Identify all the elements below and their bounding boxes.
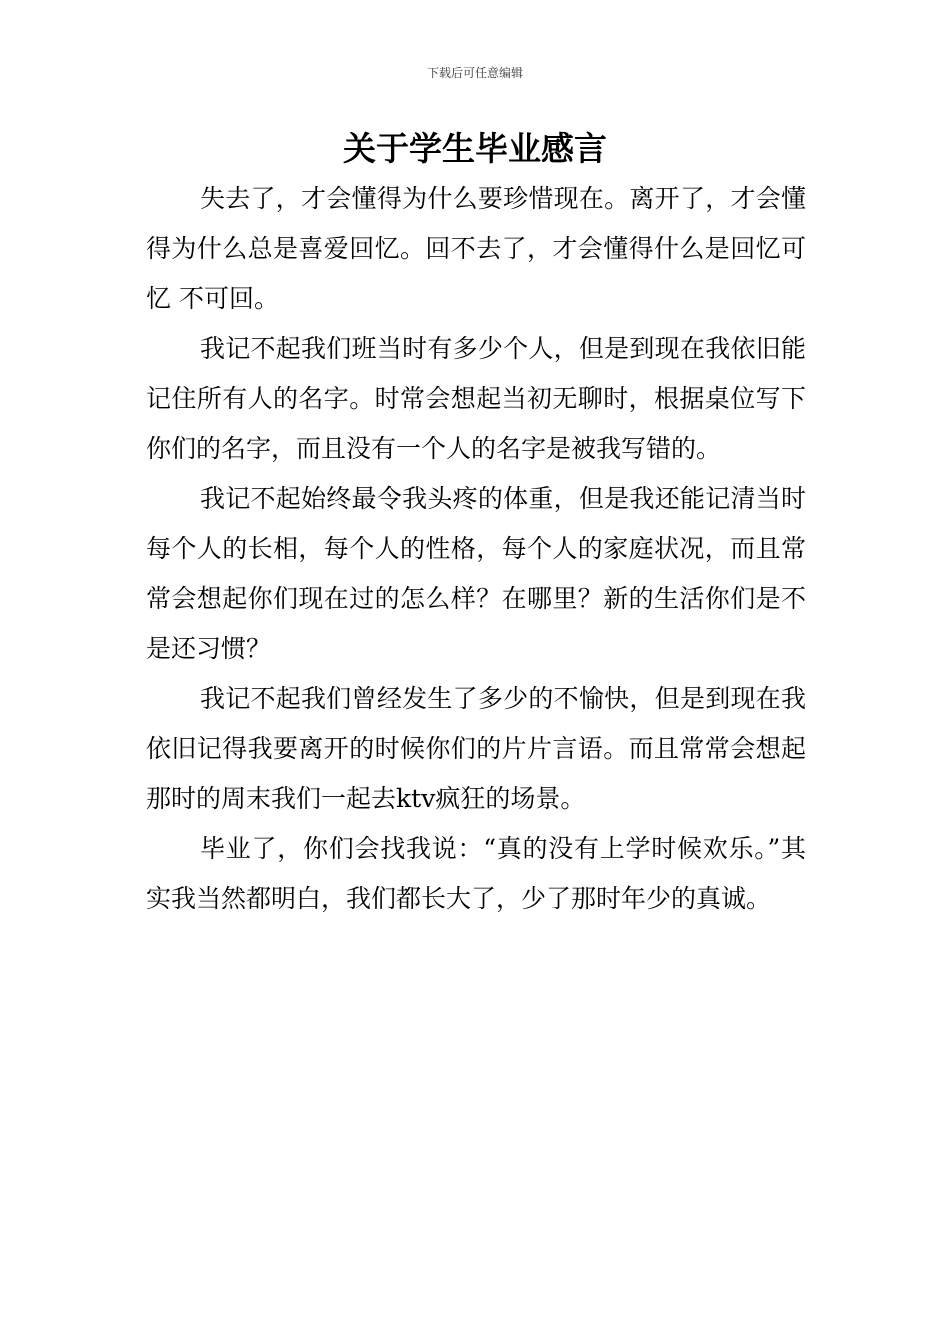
paragraph-4: 我记不起我们曾经发生了多少的不愉快，但是到现在我依旧记得我要离开的时候你们的片片言语。而且常常会想起那时的周末我们一起去ktv疯狂的场景。 bbox=[146, 684, 806, 813]
document-body bbox=[146, 174, 806, 924]
paragraph-5: 毕业了，你们会找我说：“真的没有上学时候欢乐。”其实我当然都明白，我们都长大了，少了那时年少的真诚。 bbox=[146, 834, 806, 913]
paragraph-3: 我记不起始终最令我头疼的体重，但是我还能记清当时每个人的长相，每个人的性格，每个人的家庭状况，而且常常会想起你们现在过的怎么样？在哪里？新的生活你们是不是还习惯？ bbox=[146, 484, 806, 663]
paragraph-1: 失去了，才会懂得为什么要珍惜现在。离开了，才会懂得为什么总是喜爱回忆。回不去了，才会懂得什么是回忆可忆 不可回。 bbox=[146, 184, 806, 313]
header-note: 下载后可任意编辑 bbox=[426, 66, 523, 80]
paragraph-2: 我记不起我们班当时有多少个人，但是到现在我依旧能记住所有人的名字。时常会想起当初无聊时，根据桌位写下你们的名字，而且没有一个人的名字是被我写错的。 bbox=[146, 334, 806, 463]
page-title: 关于学生毕业感言 bbox=[343, 129, 607, 168]
